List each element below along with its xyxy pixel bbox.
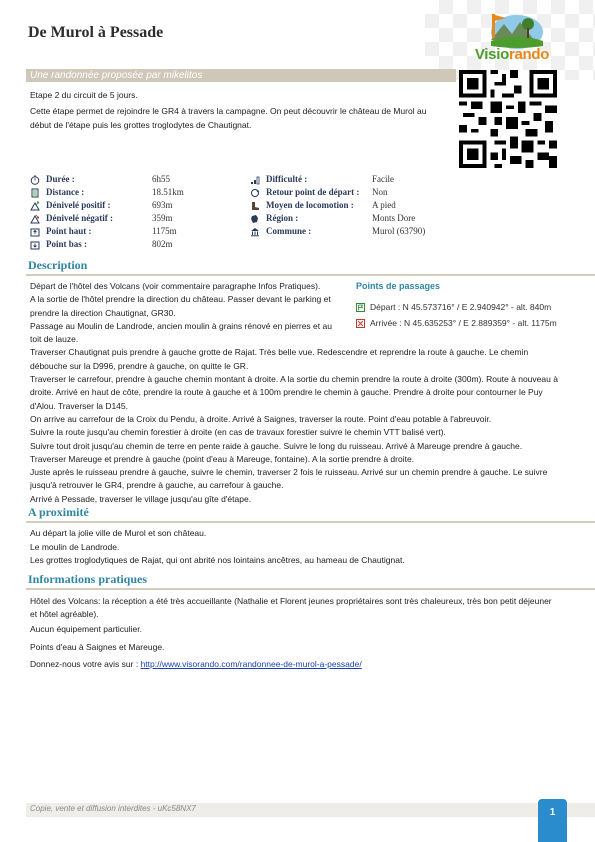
elevation-up-icon [30, 201, 40, 211]
nearby-list [30, 527, 560, 568]
page-number-tab [538, 799, 567, 842]
desc-paragraph: On arrive au carrefour de la Croix du Pendu, à droite. Arrivé à Saignes, traverser la route. Point d'eau potable à l'abreuvoir. [30, 413, 492, 424]
footer-band [26, 803, 595, 817]
description-rule [26, 274, 595, 276]
practical-equipment: Aucun équipement particulier. [30, 624, 142, 634]
low-point-icon [30, 240, 40, 250]
high-point-icon [30, 227, 40, 237]
subtitle-band [26, 69, 456, 82]
practical-body [30, 595, 560, 671]
stopwatch-icon [30, 175, 40, 185]
desc-paragraph: Traverser Chautignat puis prendre à gauche grotte de Rajat. Très belle vue. Redescendre et reprendre la route à gauche. Le chemin débouche sur la D996, prendre à gauche, on quitte le GR. [30, 347, 529, 371]
practical-hotel: Hôtel des Volcans: la réception a été très accueillante (Nathalie et Florent jeunes propriétaires sont très chaleureux, très bon petit déjeuner et hôtel agréable). [30, 596, 552, 619]
qr-code-icon[interactable] [459, 70, 557, 168]
desc-paragraph: Suivre tout droit jusqu'au chemin de terre en pente raide à gauche. Suivre le long du ruisseau. Arrivé à Mareuge prendre à gauche. [30, 440, 523, 451]
nearby-item: Les grottes troglodytiques de Rajat, qui ont abrité nos lointains ancêtres, au hameau de Chautignat. [30, 555, 405, 565]
desc-paragraph: Passage au Moulin de Landrode, ancien moulin à grains rénové en pierres et au toit de lauze. [30, 320, 332, 345]
desc-paragraph: A la sortie de l'hôtel prendre la direction du château. Passer devant le parking et prendre la direction Chautignat, GR30. [30, 294, 331, 318]
practical-feedback: Donnez-nous votre avis sur : http://www.visorando.com/randonnee-de-murol-a-pessade/ [30, 659, 362, 669]
practical-heading: Informations pratiques [28, 572, 148, 586]
waypoints-title: Points de passages [356, 281, 441, 291]
desc-paragraph: Juste après le ruisseau prendre à gauche, suivre le chemin, traverser 2 fois le ruisseau. Arrivé sur un chemin prendre à gauche. Le suivre jusqu'à retrouver le GR4, prendre à gauche, au carrefour à gauche. [30, 467, 548, 491]
difficulty-icon [250, 175, 260, 185]
feedback-link[interactable]: http://www.visorando.com/randonnee-de-murol-a-pessade/ [140, 659, 362, 669]
page-title: De Murol à Pessade [28, 24, 164, 41]
page-number: 1 [549, 807, 556, 818]
intro-line-2: Cette étape permet de rejoindre le GR4 à travers la campagne. On peut découvrir le château de Murol au début de l'étape puis les grottes troglodytes de Chautignat. [30, 106, 427, 130]
nearby-heading: A proximité [28, 505, 89, 519]
practical-rule [26, 588, 595, 590]
practical-water: Points d'eau à Saignes et Mareuge. [30, 641, 165, 652]
desc-paragraph: Traverser le carrefour, prendre à gauche chemin montant à droite. A la sortie du chemin prendre la route à droite (300m). Route à nouveau à droite. Arrivé en haut de côte, prendre la route à gauche et à 100m prendre le chemin à gauche. Prendre à droite pour contourner le Puy d'Alou. Traverser la D145. [30, 374, 558, 411]
subtitle: Une randonnée proposée par mikelitos [30, 70, 203, 81]
nearby-rule [26, 521, 595, 523]
boot-icon [250, 201, 260, 211]
elevation-down-icon [30, 214, 40, 224]
region-icon [250, 214, 260, 224]
intro-line-1: Etape 2 du circuit de 5 jours. [30, 90, 138, 100]
distance-icon [30, 188, 40, 198]
description-heading: Description [28, 258, 88, 272]
waypoint-start: Départ : N 45.573716° / E 2.940942° - alt. 840m [356, 300, 591, 314]
nearby-item: Au départ la jolie ville de Murol et son château. [30, 528, 207, 538]
desc-paragraph: Traverser Mareuge et prendre à gauche (point d'eau à Mareuge, fontaine). A la sortie prendre à droite. [30, 453, 415, 464]
desc-paragraph: Arrivé à Pessade, traverser le village jusqu'au gîte d'étape. [30, 493, 252, 504]
nearby-item: Le moulin de Landrode. [30, 541, 120, 552]
return-icon [250, 188, 260, 198]
description-body [30, 280, 560, 506]
waypoint-end: Arrivée : N 45.635253° / E 2.889359° - alt. 1175m [356, 316, 591, 330]
footer-copyright: Copie, vente et diffusion interdites - uKc58NX7 [30, 804, 196, 813]
desc-paragraph: Suivre la route jusqu'au chemin forestier à droite (en cas de travaux forestier suivre le chemin VTT balisé vert). [30, 427, 446, 438]
intro-text [30, 88, 450, 134]
visorando-logo-text: Visiorando [474, 46, 550, 63]
townhall-icon [250, 227, 260, 237]
desc-paragraph: Départ de l'hôtel des Volcans (voir commentaire paragraphe Infos Pratiques). [30, 281, 321, 291]
